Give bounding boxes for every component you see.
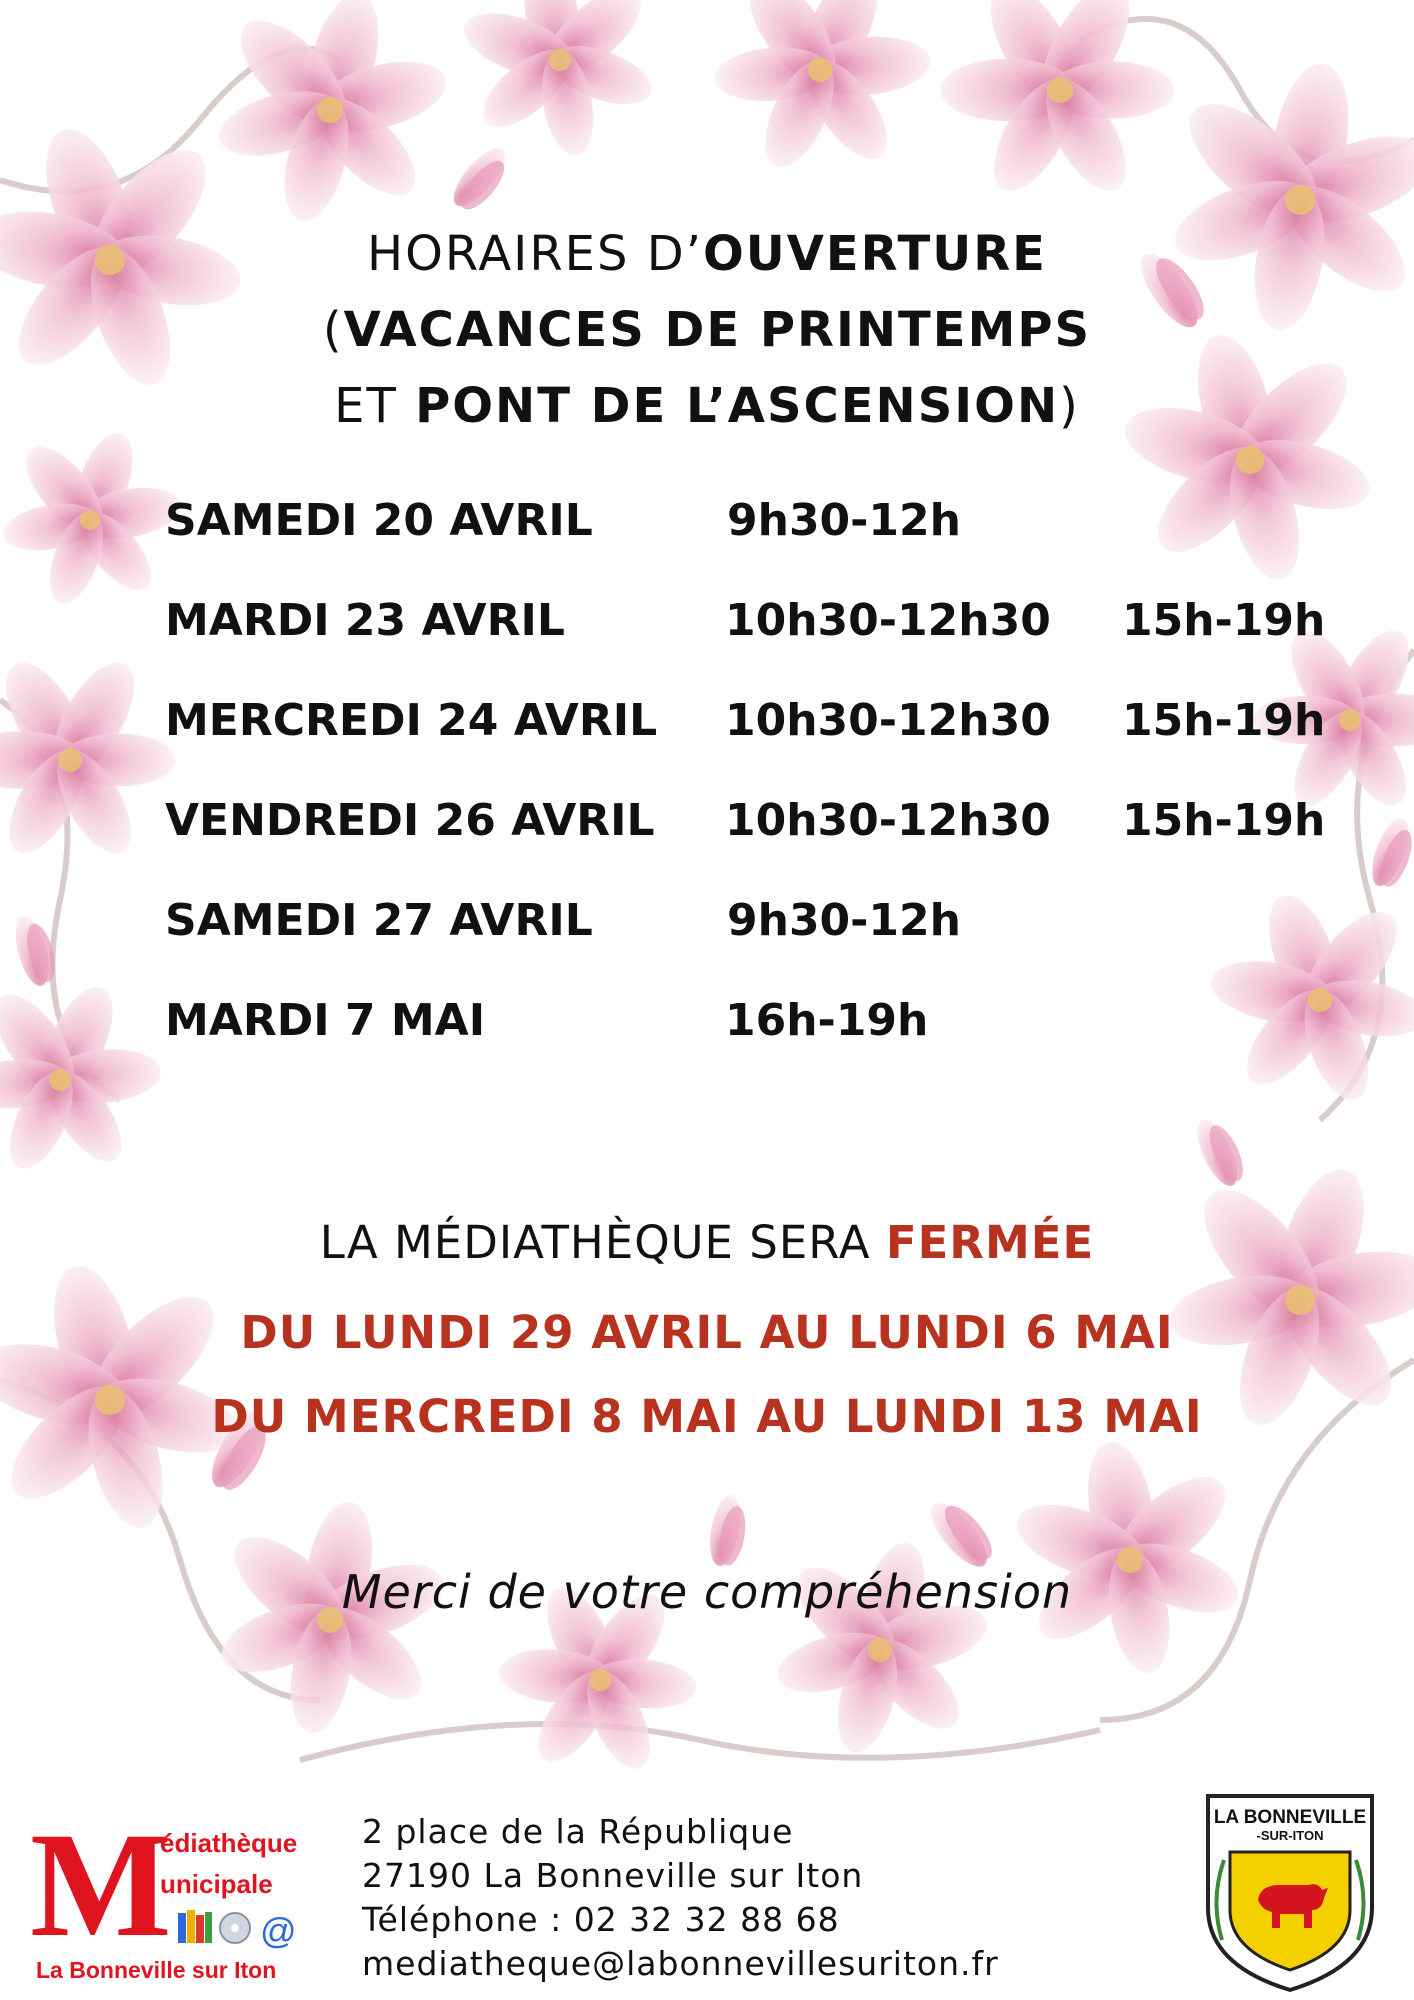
title-prefix-et: ET (334, 378, 416, 434)
schedule-day: SAMEDI 27 AVRIL (165, 895, 593, 946)
logo-word-2: unicipale (160, 1869, 273, 1899)
title-bold-vacances: VACANCES DE PRINTEMPS (343, 302, 1092, 358)
closure-period-2: DU MERCREDI 8 MAI AU LUNDI 13 MAI (211, 1390, 1203, 1443)
title-paren-open: ( (322, 302, 344, 358)
thanks-message: Merci de votre compréhension (341, 1565, 1073, 1619)
schedule-slot-2: 15h-19h (1122, 695, 1326, 746)
schedule-slot-1: 10h30-12h30 (725, 595, 1051, 646)
books-icon (178, 1910, 212, 1943)
mediatheque-logo (28, 1795, 338, 1990)
schedule-row (165, 495, 1365, 595)
schedule-row (165, 695, 1365, 795)
schedule-row (165, 895, 1365, 995)
address-line-2: 27190 La Bonneville sur Iton (362, 1856, 864, 1895)
schedule-row (165, 995, 1365, 1095)
crest-line-1: LA BONNEVILLE (1213, 1807, 1367, 1828)
title-bold-ascension: PONT DE L’ASCENSION (415, 378, 1060, 434)
opening-hours-table (165, 495, 1365, 1095)
logo-place: La Bonneville sur Iton (36, 1957, 277, 1983)
schedule-slot-1: 9h30-12h (727, 495, 961, 546)
crest-line-2: -SUR-ITON (1256, 1828, 1324, 1843)
closure-fermee: FERMÉE (885, 1216, 1095, 1269)
at-icon: @ (260, 1910, 297, 1951)
town-crest (1200, 1790, 1380, 1995)
schedule-row (165, 795, 1365, 895)
schedule-slot-1: 10h30-12h30 (725, 795, 1051, 846)
title-paren-close: ) (1059, 378, 1080, 434)
closure-notice-line-1 (0, 1198, 1414, 1288)
schedule-day: SAMEDI 20 AVRIL (165, 495, 593, 546)
title-bold-ouverture: OUVERTURE (702, 226, 1047, 282)
title-prefix: HORAIRES D’ (367, 226, 703, 282)
footer-contact (362, 1810, 999, 1986)
schedule-day: MARDI 23 AVRIL (165, 595, 565, 646)
title-line-2 (0, 292, 1414, 368)
phone-number: Téléphone : 02 32 32 88 68 (362, 1900, 840, 1939)
logo-word-1: édiathèque (160, 1828, 298, 1858)
schedule-day: VENDREDI 26 AVRIL (165, 795, 655, 846)
logo-letter-m: M (30, 1802, 172, 1968)
schedule-slot-2: 15h-19h (1122, 595, 1326, 646)
schedule-day: MARDI 7 MAI (165, 995, 486, 1046)
address-line-1: 2 place de la République (362, 1812, 794, 1851)
email-address: mediatheque@labonnevillesuriton.fr (362, 1944, 999, 1983)
title-line-3 (0, 368, 1414, 444)
schedule-day: MERCREDI 24 AVRIL (165, 695, 658, 746)
schedule-slot-1: 9h30-12h (727, 895, 961, 946)
closure-prefix: LA MÉDIATHÈQUE SERA (319, 1216, 886, 1269)
schedule-slot-2: 15h-19h (1122, 795, 1326, 846)
schedule-row (165, 595, 1365, 695)
closure-period-1: DU LUNDI 29 AVRIL AU LUNDI 6 MAI (240, 1306, 1174, 1359)
title-line-1 (0, 216, 1414, 292)
schedule-slot-1: 16h-19h (725, 995, 929, 1046)
schedule-slot-1: 10h30-12h30 (725, 695, 1051, 746)
cd-icon (220, 1913, 250, 1943)
